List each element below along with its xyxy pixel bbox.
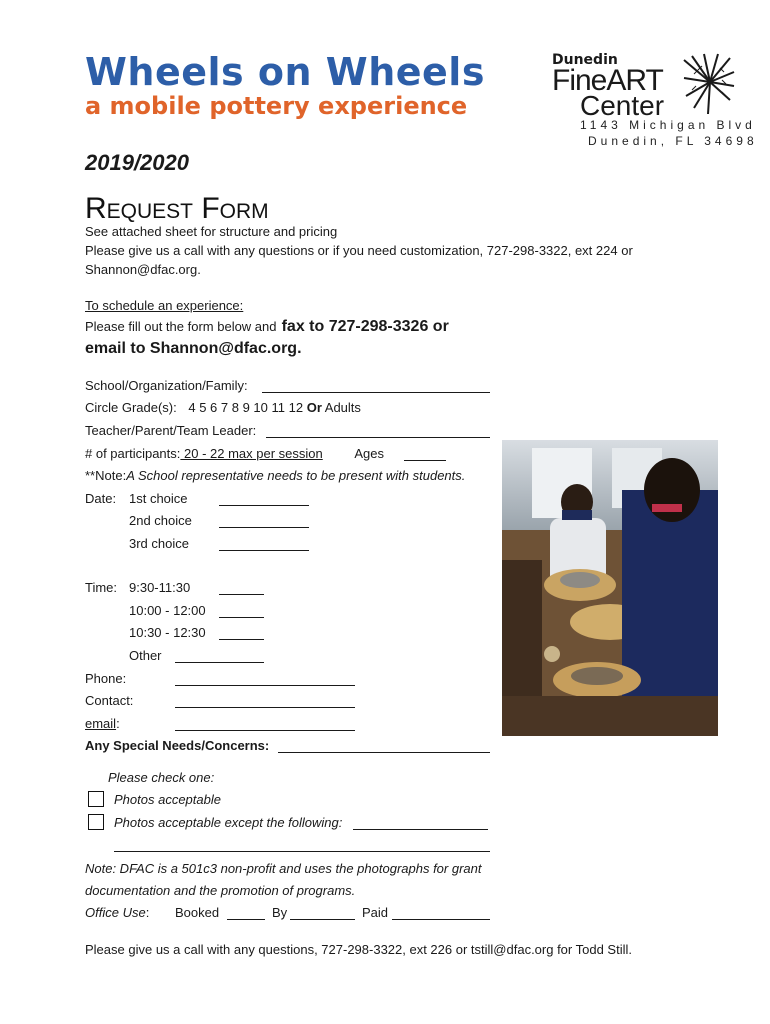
address-city: Dunedin, FL 34698	[588, 134, 758, 148]
email-colon: :	[116, 716, 120, 731]
time-slot-2: 10:00 - 12:00	[129, 603, 206, 618]
date-choice-3: 3rd choice	[129, 536, 189, 551]
time-slot-other: Other	[129, 648, 162, 663]
leader-label: Teacher/Parent/Team Leader:	[85, 423, 257, 438]
photos-acceptable-checkbox[interactable]	[88, 791, 104, 807]
closing-line: Please give us a call with any questions, 727-298-3322, ext 226 or tstill@dfac.org for Todd Still.	[85, 942, 632, 957]
address-street: 1143 Michigan Blvd	[580, 118, 756, 132]
date-choice-1: 1st choice	[129, 491, 188, 506]
office-use-label: Office Use	[85, 905, 146, 920]
date-choice-1-input[interactable]	[219, 505, 309, 506]
photos-except-checkbox[interactable]	[88, 814, 104, 830]
phone-label: Phone:	[85, 671, 127, 686]
booked-label: Booked	[175, 905, 220, 920]
email-word: email	[85, 716, 117, 731]
intro-line-1: See attached sheet for structure and pricing	[85, 224, 338, 239]
grades-row	[85, 400, 361, 415]
program-title: Wheels on Wheels	[85, 50, 485, 94]
date-choice-3-input[interactable]	[219, 550, 309, 551]
date-choice-2-input[interactable]	[219, 527, 309, 528]
instruction-email: email to Shannon@dfac.org.	[85, 340, 302, 357]
logo-fineart: FineART	[552, 64, 663, 97]
intro-line-2: Please give us a call with any questions or if you need customization, 727-298-3322, ext 224 or	[85, 243, 633, 258]
program-subtitle: a mobile pottery experience	[85, 92, 468, 120]
booked-input[interactable]	[227, 919, 265, 920]
note-row	[85, 468, 465, 483]
photos-except-label: Photos acceptable except the following:	[114, 815, 343, 830]
grades-values[interactable]: 4 5 6 7 8 9 10 11 12	[188, 400, 304, 415]
special-needs-label: Any Special Needs/Concerns:	[85, 738, 270, 753]
date-choice-2: 2nd choice	[129, 513, 192, 528]
footer-note-2: documentation and the promotion of programs.	[85, 883, 356, 898]
photos-acceptable-label: Photos acceptable	[114, 792, 221, 807]
paid-label: Paid	[362, 905, 389, 920]
time-label: Time:	[85, 580, 118, 595]
note-prefix: **Note:	[85, 468, 127, 483]
time-slot-3: 10:30 - 12:30	[129, 625, 206, 640]
schedule-heading: To schedule an experience:	[85, 298, 244, 313]
logo-center: Center	[580, 90, 665, 121]
photo-prompt: Please check one:	[108, 770, 215, 785]
by-label: By	[272, 905, 288, 920]
grades-adults[interactable]: Adults	[324, 400, 361, 415]
email-label	[85, 716, 120, 731]
palm-leaf-icon	[680, 52, 736, 118]
instruction-plain: Please fill out the form below and	[85, 319, 277, 334]
note-text: A School representative needs to be present with students.	[126, 468, 466, 483]
grades-or: Or	[306, 400, 322, 415]
ages-input[interactable]	[404, 460, 446, 461]
special-needs-input[interactable]	[278, 752, 490, 753]
time-other-input[interactable]	[175, 662, 264, 663]
date-label: Date:	[85, 491, 117, 506]
phone-input[interactable]	[175, 685, 355, 686]
time-slot-1: 9:30-11:30	[129, 580, 191, 595]
leader-input[interactable]	[266, 437, 490, 438]
logo-dunedin: Dunedin	[552, 52, 618, 68]
by-input[interactable]	[290, 919, 355, 920]
pottery-photo	[502, 440, 718, 736]
instruction-fax: fax to 727-298-3326 or	[281, 318, 449, 335]
schedule-instruction	[85, 316, 449, 336]
email-input[interactable]	[175, 730, 355, 731]
participants-value: 20 - 22 max per session	[180, 446, 323, 461]
photos-except-input[interactable]	[353, 829, 488, 830]
paid-input[interactable]	[392, 919, 490, 920]
participants-label: # of participants:	[85, 446, 181, 461]
pottery-scene-image	[502, 440, 718, 736]
contact-input[interactable]	[175, 707, 355, 708]
ages-label: Ages	[354, 446, 385, 461]
intro-line-3: Shannon@dfac.org.	[85, 262, 201, 277]
time-slot-1-input[interactable]	[219, 594, 264, 595]
dfac-logo	[552, 50, 734, 120]
time-slot-3-input[interactable]	[219, 639, 264, 640]
contact-label: Contact:	[85, 693, 134, 708]
grades-label: Circle Grade(s):	[85, 400, 177, 415]
form-year: 2019/2020	[85, 150, 189, 175]
school-label: School/Organization/Family:	[85, 378, 248, 393]
participants-row	[85, 446, 384, 461]
form-title: Request Form	[85, 192, 269, 225]
footer-note-1: Note: DFAC is a 501c3 non-profit and uses the photographs for grant	[85, 861, 482, 876]
school-input[interactable]	[262, 392, 490, 393]
office-use-row	[85, 905, 149, 920]
time-slot-2-input[interactable]	[219, 617, 264, 618]
photos-except-input-2[interactable]	[114, 851, 490, 852]
office-use-colon: :	[145, 905, 150, 920]
